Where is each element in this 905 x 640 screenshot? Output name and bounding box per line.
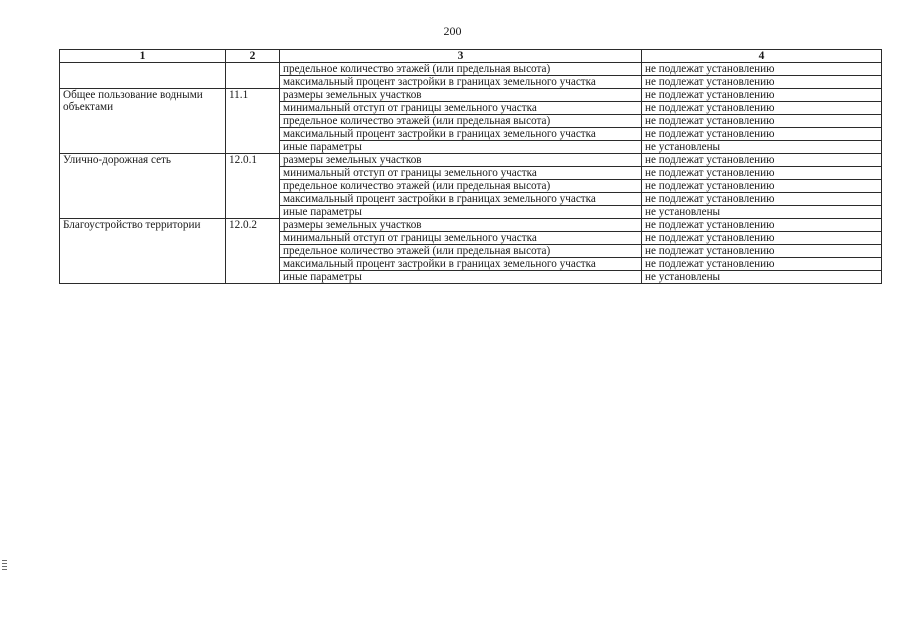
column-header-4: 4 [642, 50, 882, 63]
parameter-cell: максимальный процент застройки в границах земельного участка [280, 128, 642, 141]
value-cell: не подлежат установлению [642, 102, 882, 115]
parameter-cell: размеры земельных участков [280, 154, 642, 167]
regulations-table [59, 49, 882, 284]
parameter-cell: минимальный отступ от границы земельного участка [280, 232, 642, 245]
value-cell: не подлежат установлению [642, 232, 882, 245]
land-use-code: 12.0.1 [226, 154, 280, 219]
parameter-cell: минимальный отступ от границы земельного участка [280, 167, 642, 180]
value-cell: не установлены [642, 141, 882, 154]
table-row [60, 219, 882, 232]
land-use-name: Общее пользование водными объектами [60, 89, 226, 154]
parameter-cell: максимальный процент застройки в границах земельного участка [280, 193, 642, 206]
value-cell: не подлежат установлению [642, 258, 882, 271]
parameter-cell: иные параметры [280, 141, 642, 154]
empty-name-cell [60, 63, 226, 89]
table-row [60, 63, 882, 76]
parameter-cell: предельное количество этажей (или предельная высота) [280, 63, 642, 76]
column-header-3: 3 [280, 50, 642, 63]
empty-code-cell [226, 63, 280, 89]
value-cell: не подлежат установлению [642, 154, 882, 167]
value-cell: не подлежат установлению [642, 180, 882, 193]
land-use-name: Благоустройство территории [60, 219, 226, 284]
parameter-cell: предельное количество этажей (или предельная высота) [280, 115, 642, 128]
parameter-cell: максимальный процент застройки в границах земельного участка [280, 76, 642, 89]
parameter-cell: размеры земельных участков [280, 89, 642, 102]
land-use-name: Улично-дорожная сеть [60, 154, 226, 219]
value-cell: не подлежат установлению [642, 245, 882, 258]
table-row [60, 154, 882, 167]
value-cell: не подлежат установлению [642, 115, 882, 128]
table-row [60, 89, 882, 102]
value-cell: не установлены [642, 206, 882, 219]
page-number: 200 [443, 24, 462, 38]
land-use-code: 11.1 [226, 89, 280, 154]
column-header-1: 1 [60, 50, 226, 63]
value-cell: не подлежат установлению [642, 63, 882, 76]
parameter-cell: предельное количество этажей (или предельная высота) [280, 245, 642, 258]
scan-margin-marks [2, 560, 8, 576]
header-row [60, 50, 882, 63]
column-header-2: 2 [226, 50, 280, 63]
parameter-cell: иные параметры [280, 206, 642, 219]
parameter-cell: иные параметры [280, 271, 642, 284]
parameter-cell: максимальный процент застройки в границах земельного участка [280, 258, 642, 271]
value-cell: не установлены [642, 271, 882, 284]
value-cell: не подлежат установлению [642, 89, 882, 102]
land-use-code: 12.0.2 [226, 219, 280, 284]
value-cell: не подлежат установлению [642, 193, 882, 206]
value-cell: не подлежат установлению [642, 76, 882, 89]
parameter-cell: предельное количество этажей (или предельная высота) [280, 180, 642, 193]
parameter-cell: минимальный отступ от границы земельного участка [280, 102, 642, 115]
value-cell: не подлежат установлению [642, 219, 882, 232]
value-cell: не подлежат установлению [642, 167, 882, 180]
parameter-cell: размеры земельных участков [280, 219, 642, 232]
value-cell: не подлежат установлению [642, 128, 882, 141]
